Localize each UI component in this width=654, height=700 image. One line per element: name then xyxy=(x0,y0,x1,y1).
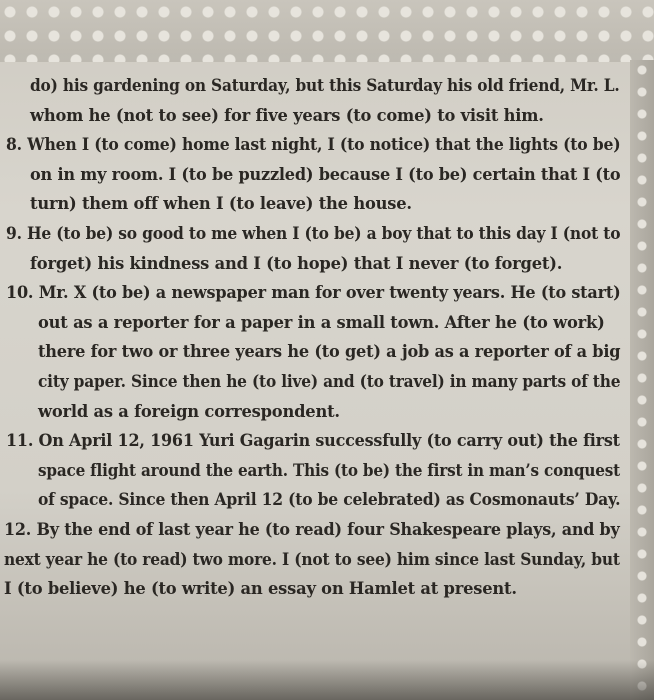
text-line: 9. He (to be) so good to me when I (to be) a boy that to this day I (not to xyxy=(6,224,621,243)
text-line: do) his gardening on Saturday, but this Saturday his old friend, Mr. L. xyxy=(30,76,620,95)
text-line: whom he (not to see) for five years (to come) to visit him. xyxy=(30,105,544,125)
text-line: of space. Since then April 12 (to be celebrated) as Cosmonauts’ Day. xyxy=(38,490,621,510)
text-line: there for two or three years he (to get) a job as a reporter of a big xyxy=(38,342,621,362)
exercise-text xyxy=(0,66,630,686)
decorative-side-pattern xyxy=(630,60,654,700)
text-line: space flight around the earth. This (to be) the first in man’s conquest xyxy=(38,460,620,480)
decorative-header-pattern xyxy=(0,0,654,62)
text-line: out as a reporter for a paper in a small town. After he (to work) xyxy=(38,312,605,332)
text-line: 8. When I (to come) home last night, I (to notice) that the lights (to be) xyxy=(6,135,621,155)
text-line: turn) them off when I (to leave) the house. xyxy=(30,194,412,214)
text-line: 10. Mr. X (to be) a newspaper man for over twenty years. He (to start) xyxy=(6,283,621,303)
text-line: forget) his kindness and I (to hope) that I never (to forget). xyxy=(30,253,563,273)
text-line: 12. By the end of last year he (to read) four Shakespeare plays, and by xyxy=(4,520,620,539)
text-line: on in my room. I (to be puzzled) because I (to be) certain that I (to xyxy=(30,164,621,184)
text-line: 11. On April 12, 1961 Yuri Gagarin successfully (to carry out) the first xyxy=(6,431,620,451)
text-line: I (to believe) he (to write) an essay on Hamlet at present. xyxy=(4,579,517,599)
photo-shadow xyxy=(0,660,654,700)
text-line: next year he (to read) two more. I (not to see) him since last Sunday, but xyxy=(4,549,620,569)
text-line: world as a foreign correspondent. xyxy=(38,401,340,421)
text-line: city paper. Since then he (to live) and (to travel) in many parts of the xyxy=(38,372,621,391)
